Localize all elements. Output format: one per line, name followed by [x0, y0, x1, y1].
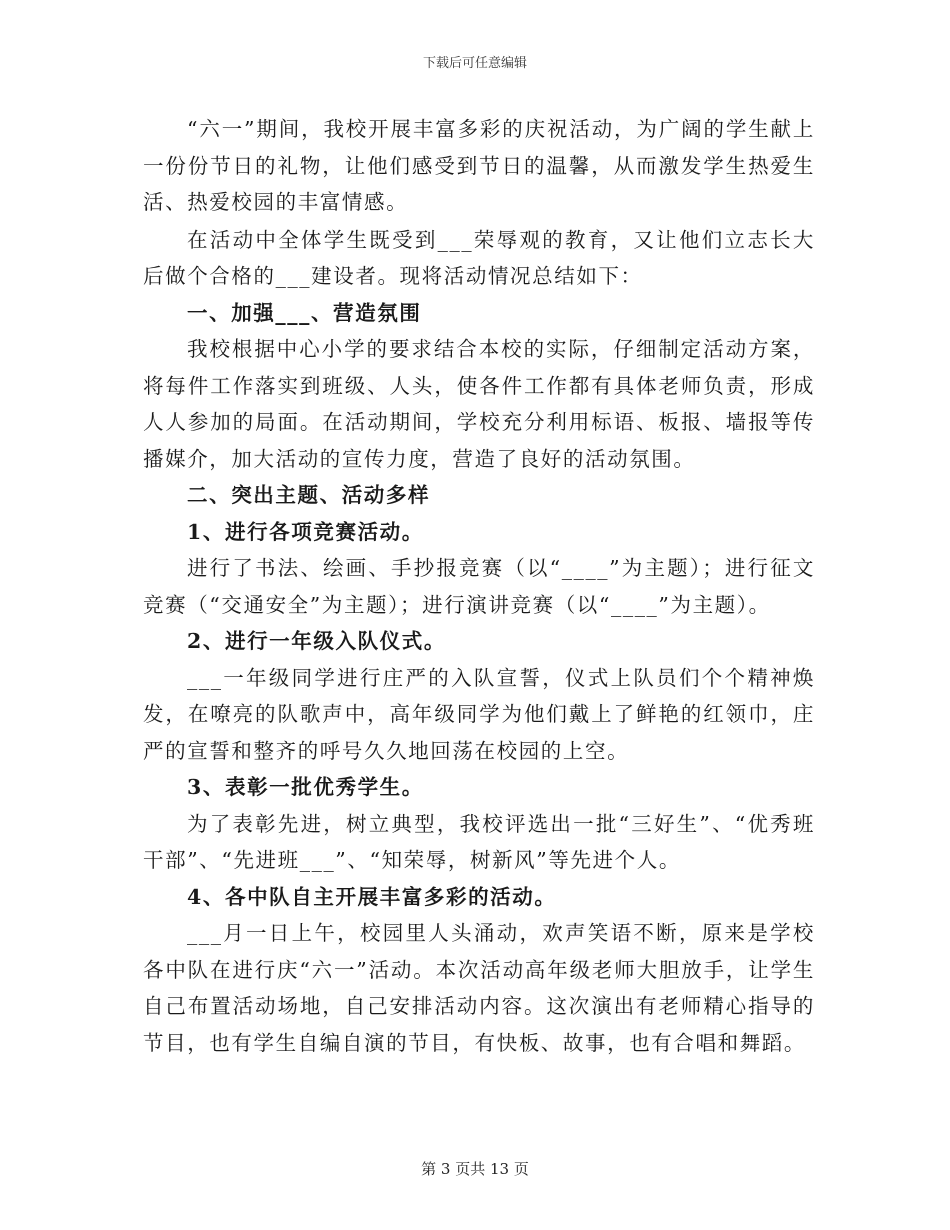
- heading-subsection-1: 1、进行各项竞赛活动。: [187, 519, 424, 544]
- document-body: [143, 111, 815, 1061]
- heading-section-2: 二、突出主题、活动多样: [187, 483, 431, 507]
- paragraph-subsection-4: ___月一日上午，校园里人头涌动，欢声笑语不断，原来是学校各中队在进行庆“六一”活动。本次活动高年级老师大胆放手，让学生自己布置活动场地，自己安排活动内容。这次演出有老师精心指导的节目，也有学生自编自演的节目，有快板、故事，也有合唱和舞蹈。: [143, 921, 815, 1055]
- page-footer: 第 3 页共 13 页: [421, 1160, 529, 1178]
- heading-subsection-4: 4、各中队自主开展丰富多彩的活动。: [187, 884, 557, 909]
- paragraph-section-1: 我校根据中心小学的要求结合本校的实际，仔细制定活动方案，将每件工作落实到班级、人头，使各件工作都有具体老师负责，形成人人参加的局面。在活动期间，学校充分利用标语、板报、墙报等传播媒介，加大活动的宣传力度，营造了良好的活动氛围。: [143, 337, 815, 471]
- paragraph-intro: “六一”期间，我校开展丰富多彩的庆祝活动，为广阔的学生献上一份份节日的礼物，让他们感受到节日的温馨，从而激发学生热爱生活、热爱校园的丰富情感。: [143, 117, 815, 214]
- paragraph-subsection-2: ___一年级同学进行庄严的入队宣誓，仪式上队员们个个精神焕发，在嘹亮的队歌声中，高年级同学为他们戴上了鲜艳的红领巾，庄严的宣誓和整齐的呼号久久地回荡在校园的上空。: [143, 665, 815, 763]
- page-header: 下载后可任意编辑: [422, 56, 527, 71]
- heading-subsection-2: 2、进行一年级入队仪式。: [187, 629, 446, 653]
- paragraph-subsection-3: 为了表彰先进，树立典型，我校评选出一批“三好生”、“优秀班干部”、“先进班___”、“知荣辱，树新风”等先进个人。: [143, 811, 815, 872]
- paragraph-summary: 在活动中全体学生既受到___荣辱观的教育，又让他们立志长大后做个合格的___建设者。现将活动情况总结如下：: [143, 227, 815, 288]
- paragraph-subsection-1: 进行了书法、绘画、手抄报竞赛（以“____”为主题）；进行征文竞赛（“交通安全”为主题）；进行演讲竞赛（以“____”为主题）。: [143, 556, 815, 617]
- heading-section-1: 一、加强___、营造氛围: [187, 300, 422, 325]
- heading-subsection-3: 3、表彰一批优秀学生。: [187, 775, 424, 799]
